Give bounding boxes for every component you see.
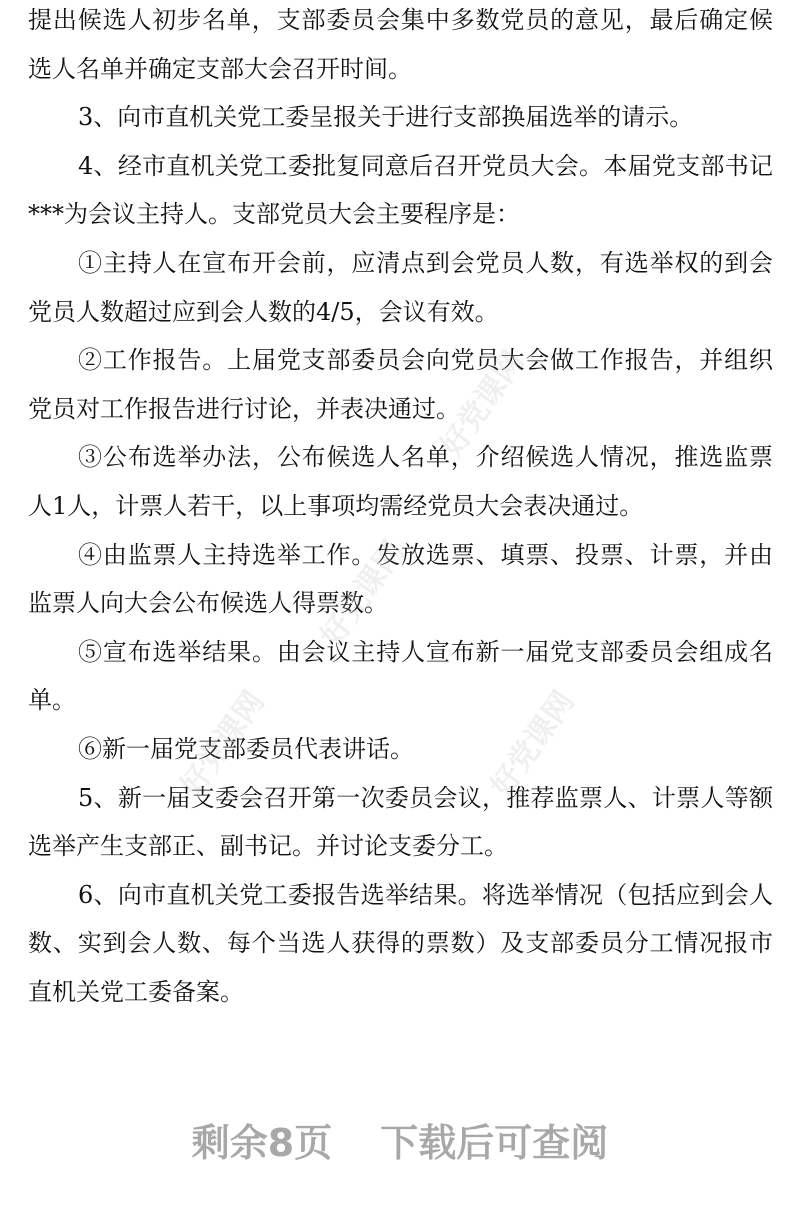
text-line: ***为会议主持人。支部党员大会主要程序是：	[28, 200, 520, 229]
text-line: 数、实到会人数、每个当选人获得的票数）及支部委员分工情况报市	[28, 929, 773, 958]
watermark: 好党课网	[434, 344, 532, 464]
text-line: ⑥新一届党支部委员代表讲话。	[78, 734, 414, 763]
text-line: ④由监票人主持选举工作。发放选票、填票、投票、计票，并由	[78, 540, 773, 569]
text-line: ⑤宣布选举结果。由会议主持人宣布新一届党支部委员会组成名	[78, 637, 773, 666]
text-line: ①主持人在宣布开会前，应清点到会党员人数，有选举权的到会	[78, 248, 773, 277]
paragraph	[28, 774, 773, 871]
text-line: 党员人数超过应到会人数的4/5，会议有效。	[28, 297, 499, 326]
text-line: 人1人，计票人若干，以上事项均需经党员大会表决通过。	[28, 491, 644, 520]
text-line: 单。	[28, 686, 76, 715]
paragraph	[28, 531, 773, 628]
text-line: 选举产生支部正、副书记。并讨论支委分工。	[28, 832, 508, 861]
watermark: 好党课网	[314, 534, 412, 654]
text-line: 5、新一届支委会召开第一次委员会议，推荐监票人、计票人等额	[78, 783, 773, 812]
text-line: 6、向市直机关党工委报告选举结果。将选举情况（包括应到会人	[78, 880, 773, 909]
paragraph	[28, 336, 773, 433]
paragraph	[28, 239, 773, 336]
text-line: 选人名单并确定支部大会召开时间。	[28, 54, 412, 83]
paragraph	[28, 725, 773, 774]
text-line: 提出候选人初步名单，支部委员会集中多数党员的意见，最后确定候	[28, 6, 773, 34]
watermark: 好党课网	[174, 684, 272, 804]
text-line: 直机关党工委备案。	[28, 977, 244, 1006]
paragraph	[28, 93, 773, 142]
text-line: 党员对工作报告进行讨论，并表决通过。	[28, 394, 460, 423]
text-line: 监票人向大会公布候选人得票数。	[28, 589, 388, 618]
document-body	[28, 0, 773, 1016]
text-line: ③公布选举办法，公布候选人名单，介绍候选人情况，推选监票	[78, 443, 773, 472]
paragraph	[28, 0, 773, 93]
text-line: ②工作报告。上届党支部委员会向党员大会做工作报告，并组织	[78, 346, 773, 375]
text-line: 4、经市直机关党工委批复同意后召开党员大会。本届党支部书记	[78, 151, 773, 180]
remaining-pages-label: 剩余8页	[191, 1121, 333, 1165]
paragraph	[28, 142, 773, 239]
download-banner[interactable]	[0, 1112, 800, 1167]
paragraph	[28, 433, 773, 530]
watermark: 好党课网	[484, 684, 582, 804]
download-to-view-label[interactable]: 下载后可查阅	[380, 1121, 609, 1165]
paragraph	[28, 871, 773, 1017]
paragraph	[28, 628, 773, 725]
text-line: 3、向市直机关党工委呈报关于进行支部换届选举的请示。	[78, 103, 694, 132]
